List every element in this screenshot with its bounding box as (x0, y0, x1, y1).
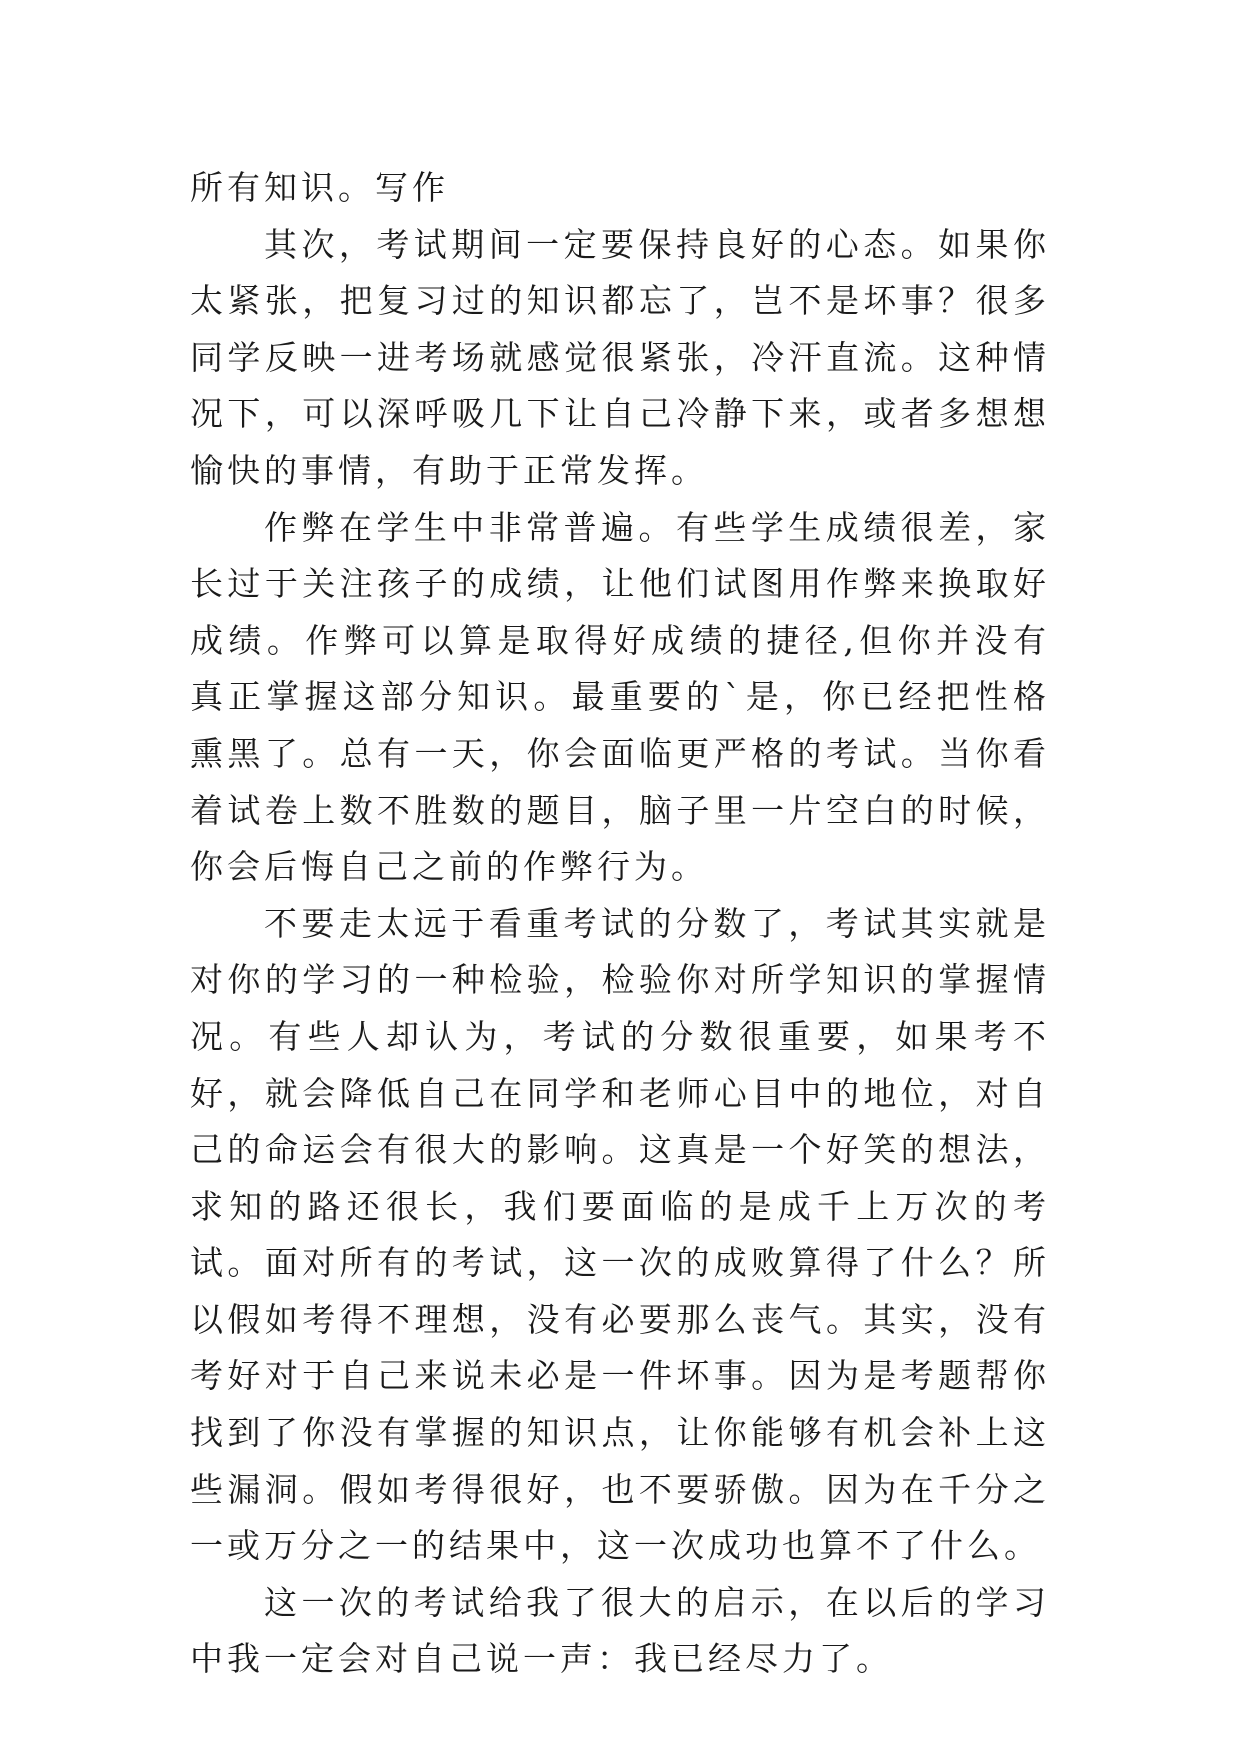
paragraph: 作弊在学生中非常普遍。有些学生成绩很差，家长过于关注孩子的成绩，让他们试图用作弊来换取好成绩。作弊可以算是取得好成绩的捷径,但你并没有真正掌握这部分知识。最重要的`是，你已经把性格熏黑了。总有一天，你会面临更严格的考试。当你看着试卷上数不胜数的题目，脑子里一片空白的时候，你会后悔自己之前的作弊行为。 (190, 507, 1050, 887)
paragraph: 这一次的考试给我了很大的启示，在以后的学习中我一定会对自己说一声：我已经尽力了。 (190, 1582, 1050, 1679)
paragraph: 不要走太远于看重考试的分数了，考试其实就是对你的学习的一种检验，检验你对所学知识的掌握情况。有些人却认为，考试的分数很重要，如果考不好，就会降低自己在同学和老师心目中的地位，对自己的命运会有很大的影响。这真是一个好笑的想法，求知的路还很长，我们要面临的是成千上万次的考试。面对所有的考试，这一次的成败算得了什么？所以假如考得不理想，没有必要那么丧气。其实，没有考好对于自己来说未必是一件坏事。因为是考题帮你找到了你没有掌握的知识点，让你能够有机会补上这些漏洞。假如考得很好，也不要骄傲。因为在千分之一或万分之一的结果中，这一次成功也算不了什么。 (190, 903, 1050, 1566)
document-body (190, 160, 1050, 1688)
paragraph: 其次，考试期间一定要保持良好的心态。如果你太紧张，把复习过的知识都忘了，岂不是坏事？很多同学反映一进考场就感觉很紧张，冷汗直流。这种情况下，可以深呼吸几下让自己冷静下来，或者多想想愉快的事情，有助于正常发挥。 (190, 224, 1050, 490)
paragraph: 所有知识。写作 (190, 168, 449, 207)
